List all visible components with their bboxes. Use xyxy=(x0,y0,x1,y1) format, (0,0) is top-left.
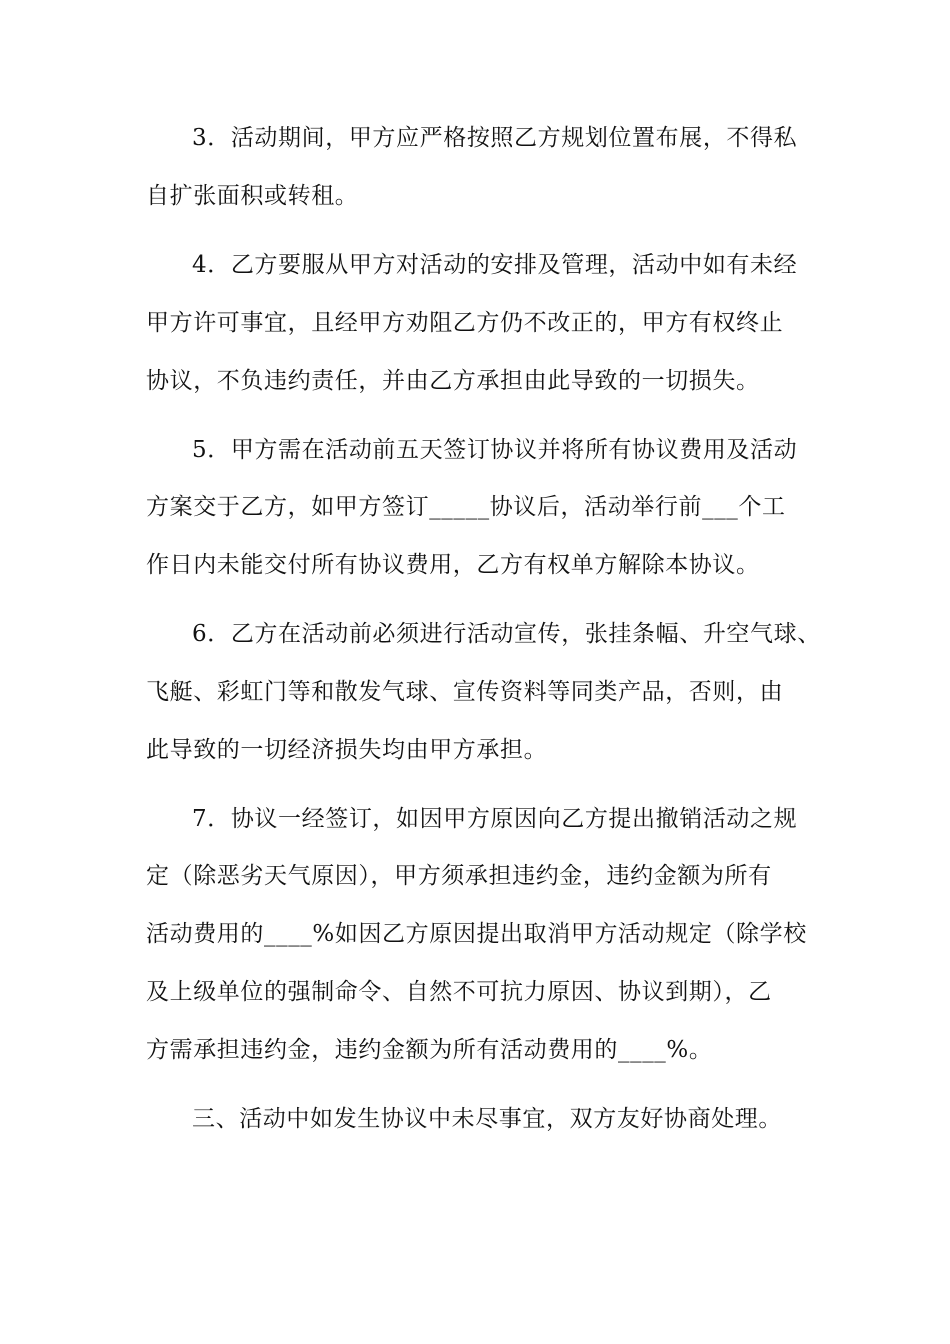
paragraph-7-line-3: 活动费用的____%如因乙方原因提出取消甲方活动规定（除学校 xyxy=(146,921,807,947)
paragraph-4-line-1: 4．乙方要服从甲方对活动的安排及管理，活动中如有未经 xyxy=(192,252,798,278)
paragraph-5-line-3: 作日内未能交付所有协议费用，乙方有权单方解除本协议。 xyxy=(146,552,760,578)
paragraph-7-line-5: 方需承担违约金，违约金额为所有活动费用的____%。 xyxy=(146,1037,713,1063)
paragraph-6-line-1: 6．乙方在活动前必须进行活动宣传，张挂条幅、升空气球、 xyxy=(192,621,821,647)
paragraph-6-line-3: 此导致的一切经济损失均由甲方承担。 xyxy=(146,737,548,763)
paragraph-6-line-2: 飞艇、彩虹门等和散发气球、宣传资料等同类产品，否则，由 xyxy=(146,679,784,705)
paragraph-4-line-3: 协议，不负违约责任，并由乙方承担由此导致的一切损失。 xyxy=(146,368,760,394)
section-3-paragraph: 三、活动中如发生协议中未尽事宜，双方友好协商处理。 xyxy=(192,1106,782,1132)
paragraph-7-line-2: 定（除恶劣天气原因），甲方须承担违约金，违约金额为所有 xyxy=(146,863,772,889)
paragraph-7-line-4: 及上级单位的强制命令、自然不可抗力原因、协议到期），乙 xyxy=(146,979,772,1005)
paragraph-5-line-1: 5．甲方需在活动前五天签订协议并将所有协议费用及活动 xyxy=(192,437,798,463)
paragraph-4-line-2: 甲方许可事宜，且经甲方劝阻乙方仍不改正的，甲方有权终止 xyxy=(146,310,784,336)
paragraph-3-line-2: 自扩张面积或转租。 xyxy=(146,183,359,209)
paragraph-3-line-1: 3．活动期间，甲方应严格按照乙方规划位置布展，不得私 xyxy=(192,125,798,151)
paragraph-5-line-2: 方案交于乙方，如甲方签订_____协议后，活动举行前___个工 xyxy=(146,494,786,520)
paragraph-7-line-1: 7．协议一经签订，如因甲方原因向乙方提出撤销活动之规 xyxy=(192,806,798,832)
